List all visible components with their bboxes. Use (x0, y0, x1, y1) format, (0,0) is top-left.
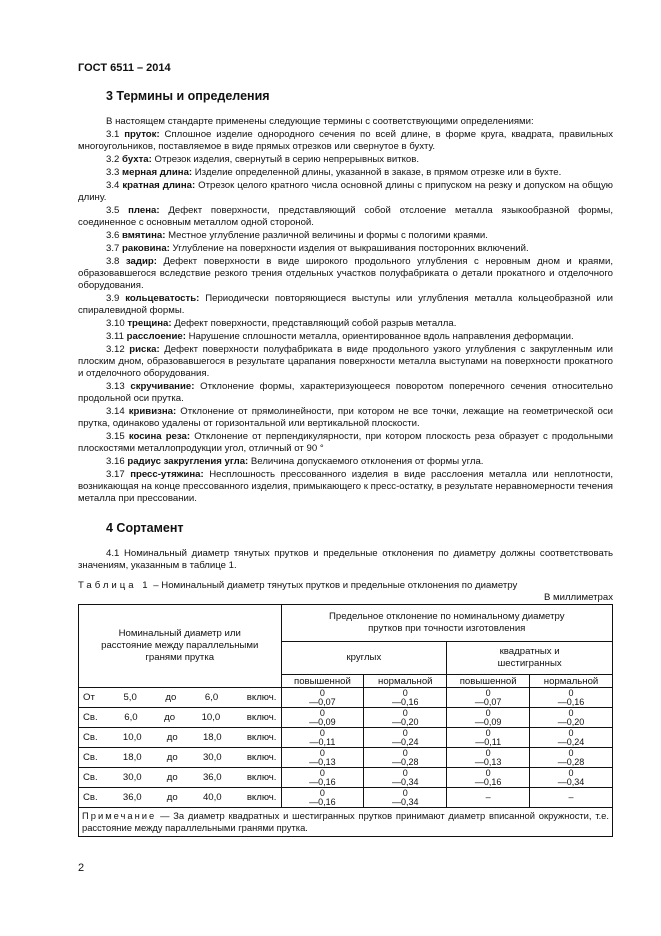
tolerance-table (78, 604, 613, 837)
term-name: трещина: (127, 318, 172, 329)
upper-deviation: 0 (568, 747, 574, 758)
term-number: 3.13 (106, 381, 125, 392)
deviation-cell (364, 728, 447, 748)
term-name: бухта: (122, 154, 152, 165)
lower-deviation: —0,07 (474, 696, 502, 707)
range-from: 6,0 (124, 711, 138, 723)
upper-deviation: 0 (319, 787, 325, 798)
term-text: Изделие определенной длины, указанной в заказе, в прямом отрезке или в бухте. (194, 167, 562, 178)
term-definition (78, 205, 613, 229)
range-pre: Св. (83, 711, 98, 723)
term-number: 3.2 (106, 154, 120, 165)
table-row (79, 788, 613, 808)
note-label: Примечание (82, 810, 157, 821)
term-number: 3.15 (106, 431, 125, 442)
deviation-cell (364, 788, 447, 808)
upper-deviation: 0 (568, 707, 574, 718)
lower-deviation: —0,16 (474, 776, 502, 787)
term-definition (78, 230, 613, 242)
deviation-cell (447, 708, 530, 728)
range-to: 10,0 (201, 711, 221, 723)
range-from: 10,0 (122, 731, 142, 743)
deviation-cell (530, 748, 613, 768)
deviation-cell (530, 788, 613, 808)
upper-deviation: 0 (319, 767, 325, 778)
deviation-cell (364, 748, 447, 768)
lower-deviation: —0,09 (474, 716, 502, 727)
upper-deviation: 0 (485, 767, 491, 778)
document-header: ГОСТ 6511 – 2014 (78, 62, 171, 74)
upper-deviation: – (485, 792, 491, 802)
range-incl: включ. (246, 691, 277, 703)
term-text: Дефект поверхности, представляющий собой отслоение металла языкообразной формы, соединенное с основным металлом одной стороной. (78, 205, 613, 228)
upper-deviation: 0 (402, 747, 408, 758)
upper-deviation: 0 (568, 767, 574, 778)
term-number: 3.3 (106, 167, 120, 178)
terms-list (78, 129, 613, 505)
term-definition (78, 381, 613, 405)
range-from: 18,0 (122, 751, 142, 763)
table-caption-text: – Номинальный диаметр тянутых прутков и предельные отклонения по диаметру (150, 580, 518, 591)
page-content (78, 88, 613, 837)
term-text: Углубление на поверхности изделия от выкрашивания посторонних включений. (172, 243, 529, 254)
header-round-normal: нормальной (364, 675, 447, 688)
term-name: кривизна: (128, 406, 177, 417)
range-incl: включ. (246, 771, 277, 783)
term-name: пруток: (124, 129, 160, 140)
range-cell (79, 728, 282, 748)
term-text: Отрезок изделия, свернутый в серию непрерывных витков. (154, 154, 420, 165)
range-to-word: до (166, 751, 178, 763)
header-deviation: Предельное отклонение по номинальному диаметру прутков при точности изготовления (281, 605, 613, 642)
header-nominal-diameter: Номинальный диаметр или расстояние между параллельными гранями прутка (79, 605, 282, 688)
range-to: 6,0 (204, 691, 219, 703)
upper-deviation: – (568, 792, 574, 802)
term-number: 3.17 (106, 469, 125, 480)
section-3-title: 3 Термины и определения (106, 89, 270, 103)
deviation-cell (364, 768, 447, 788)
table-row (79, 688, 613, 708)
term-name: скручивание: (130, 381, 195, 392)
lower-deviation: —0,20 (557, 716, 585, 727)
table-row (79, 708, 613, 728)
section-4-title: 4 Сортамент (106, 521, 184, 535)
range-to: 30,0 (202, 751, 222, 763)
term-definition (78, 180, 613, 204)
range-to-word: до (166, 771, 178, 783)
upper-deviation: 0 (485, 687, 491, 698)
lower-deviation: —0,13 (474, 756, 502, 767)
upper-deviation: 0 (402, 767, 408, 778)
term-name: пресс-утяжина: (130, 469, 204, 480)
upper-deviation: 0 (485, 727, 491, 738)
range-incl: включ. (246, 791, 277, 803)
term-definition (78, 318, 613, 330)
range-cell (79, 788, 282, 808)
range-cell (79, 748, 282, 768)
term-text: Величина допускаемого отклонения от формы угла. (250, 456, 484, 467)
lower-deviation: —0,34 (557, 776, 585, 787)
term-definition (78, 469, 613, 505)
upper-deviation: 0 (485, 707, 491, 718)
term-text: Отклонение от перпендикулярности, при котором плоскость реза образует с продольными плоскостями металлопродукции угол, отличный от 90 ° (78, 431, 614, 454)
term-name: риска: (129, 344, 160, 355)
range-cell (79, 688, 282, 708)
deviation-cell (364, 708, 447, 728)
term-name: задир: (125, 256, 157, 267)
term-definition (78, 167, 613, 179)
table-row (79, 768, 613, 788)
deviation-cell (530, 768, 613, 788)
term-text: Нарушение сплошности металла, ориентированное вдоль направления деформации. (188, 331, 574, 342)
term-number: 3.5 (106, 205, 120, 216)
term-text: Дефект поверхности в виде широкого продольного углубления с неровным дном и краями, образовавшегося вследствие резкого трения отдельных участков полуфабриката о детали прокатного и отделочного оборудования. (78, 256, 613, 291)
term-text: Местное углубление различной величины и формы с пологими краями. (168, 230, 488, 241)
deviation-cell (281, 788, 364, 808)
lower-deviation: —0,34 (392, 796, 419, 807)
lower-deviation: —0,16 (557, 696, 585, 707)
lower-deviation: —0,16 (309, 796, 336, 807)
range-pre: Св. (83, 791, 98, 803)
range-incl: включ. (246, 711, 277, 723)
term-name: раковина: (122, 243, 170, 254)
term-number: 3.12 (106, 344, 125, 355)
deviation-cell (530, 708, 613, 728)
upper-deviation: 0 (402, 687, 408, 698)
upper-deviation: 0 (319, 687, 325, 698)
header-square-normal: нормальной (530, 675, 613, 688)
term-definition (78, 293, 613, 317)
range-to: 18,0 (202, 731, 222, 743)
range-to: 36,0 (202, 771, 222, 783)
term-definition (78, 154, 613, 166)
term-text: Дефект поверхности, представляющий собой разрыв металла. (174, 318, 457, 329)
range-pre: Св. (83, 751, 98, 763)
range-pre: Св. (83, 731, 98, 743)
deviation-cell (447, 688, 530, 708)
range-to-word: до (164, 711, 176, 723)
term-definition (78, 406, 613, 430)
deviation-cell (447, 728, 530, 748)
lower-deviation: —0,28 (557, 756, 585, 767)
range-to-word: до (166, 731, 178, 743)
upper-deviation: 0 (485, 747, 491, 758)
deviation-cell (530, 728, 613, 748)
term-text: Отклонение формы, характеризующееся поворотом поперечного сечения относительно продольной оси прутка. (78, 381, 614, 404)
term-definition (78, 344, 613, 380)
note-text: — За диаметр квадратных и шестигранных прутков принимают диаметр вписанной окружности, т.е. расстояние между параллельными гранями прутка. (82, 810, 609, 833)
lower-deviation: —0,34 (392, 776, 419, 787)
range-cell (79, 768, 282, 788)
lower-deviation: —0,20 (392, 716, 419, 727)
header-round: круглых (281, 642, 447, 675)
term-text: Отрезок целого кратного числа основной длины с припуском на резку и допуском на общую длину. (78, 180, 613, 203)
term-number: 3.4 (106, 180, 120, 191)
deviation-cell (281, 748, 364, 768)
term-number: 3.9 (106, 293, 120, 304)
lower-deviation: —0,09 (309, 716, 336, 727)
term-name: плена: (128, 205, 160, 216)
table-row (79, 748, 613, 768)
term-definition (78, 129, 613, 153)
table-note (79, 808, 613, 837)
header-square-hex: квадратных и шестигранных (447, 642, 613, 675)
range-pre: От (83, 691, 95, 703)
deviation-cell (447, 788, 530, 808)
term-text: Периодически повторяющиеся выступы или углубления металла кольцеобразной или спиралевидной формы. (78, 293, 613, 316)
header-round-high: повышенной (281, 675, 364, 688)
deviation-cell (447, 748, 530, 768)
term-name: мерная длина: (122, 167, 193, 178)
upper-deviation: 0 (319, 727, 325, 738)
range-from: 5,0 (123, 691, 137, 703)
deviation-cell (530, 688, 613, 708)
term-name: кратная длина: (122, 180, 196, 191)
term-text: Сплошное изделие однородного сечения по всей длине, в форме круга, квадрата, правильных многоугольников, поставляемое в виде прямых отрезков или свернутое в бухту. (78, 129, 613, 152)
term-name: кольцеватость: (125, 293, 200, 304)
term-definition (78, 256, 613, 292)
table-body (79, 688, 613, 808)
term-number: 3.8 (106, 256, 120, 267)
lower-deviation: —0,28 (392, 756, 419, 767)
term-text: Отклонение от прямолинейности, при котором не все точки, лежащие на геометрической оси прутка, одинаково удалены от горизонтальной или вертикальной плоскости. (78, 406, 614, 429)
term-number: 3.7 (106, 243, 120, 254)
upper-deviation: 0 (402, 787, 408, 798)
deviation-cell (281, 688, 364, 708)
lower-deviation: —0,07 (309, 696, 336, 707)
term-definition (78, 243, 613, 255)
range-incl: включ. (246, 731, 277, 743)
range-pre: Св. (83, 771, 98, 783)
term-number: 3.16 (106, 456, 125, 467)
range-from: 36,0 (122, 791, 142, 803)
lower-deviation: —0,24 (392, 736, 419, 747)
upper-deviation: 0 (402, 707, 408, 718)
term-text: Несплошность прессованного изделия в виде расслоения металла или неплотности, возникающая на конце прессованного изделия, примыкающего к пресс-остатку, в результате неравномерности течения металла при прессовании. (78, 469, 614, 504)
term-number: 3.14 (106, 406, 125, 417)
term-name: вмятина: (122, 230, 166, 241)
deviation-cell (447, 768, 530, 788)
range-incl: включ. (246, 751, 277, 763)
lower-deviation: —0,24 (557, 736, 585, 747)
lower-deviation: —0,11 (475, 736, 502, 747)
upper-deviation: 0 (402, 727, 408, 738)
upper-deviation: 0 (568, 687, 574, 698)
lower-deviation: —0,11 (309, 736, 336, 747)
deviation-cell (281, 728, 364, 748)
range-to: 40,0 (202, 791, 222, 803)
page-number: 2 (78, 862, 85, 874)
deviation-cell (281, 768, 364, 788)
term-text: Дефект поверхности полуфабриката в виде продольного узкого углубления с закругленным или плоским дном, образовавшегося в результате царапания поверхности металла выступами на поверхности прокатного и отделочного оборудования. (78, 344, 613, 379)
term-number: 3.11 (106, 331, 124, 342)
lower-deviation: —0,16 (309, 776, 336, 787)
header-square-high: повышенной (447, 675, 530, 688)
table-units: В миллиметрах (543, 592, 613, 603)
upper-deviation: 0 (319, 747, 325, 758)
term-name: расслоение: (126, 331, 186, 342)
deviation-cell (281, 708, 364, 728)
lower-deviation: —0,16 (392, 696, 419, 707)
table-caption (78, 580, 613, 592)
section-3-intro: В настоящем стандарте применены следующие термины с соответствующими определениями: (106, 116, 534, 127)
deviation-cell (364, 688, 447, 708)
term-definition (78, 331, 613, 343)
table-row (79, 728, 613, 748)
section-4-paragraph: 4.1 Номинальный диаметр тянутых прутков и предельные отклонения по диаметру должны соответствовать значениям, указанным в таблице 1. (78, 548, 613, 571)
term-definition (78, 431, 613, 455)
range-to-word: до (165, 691, 177, 703)
term-number: 3.1 (106, 129, 120, 140)
lower-deviation: —0,13 (309, 756, 336, 767)
upper-deviation: 0 (568, 727, 574, 738)
term-name: радиус закругления угла: (127, 456, 249, 467)
term-number: 3.10 (106, 318, 125, 329)
range-cell (79, 708, 282, 728)
term-name: косина реза: (128, 431, 191, 442)
term-definition (78, 456, 613, 468)
table-caption-label: Таблица 1 (78, 580, 151, 591)
upper-deviation: 0 (319, 707, 325, 718)
range-to-word: до (166, 791, 178, 803)
term-number: 3.6 (106, 230, 120, 241)
range-from: 30,0 (122, 771, 142, 783)
